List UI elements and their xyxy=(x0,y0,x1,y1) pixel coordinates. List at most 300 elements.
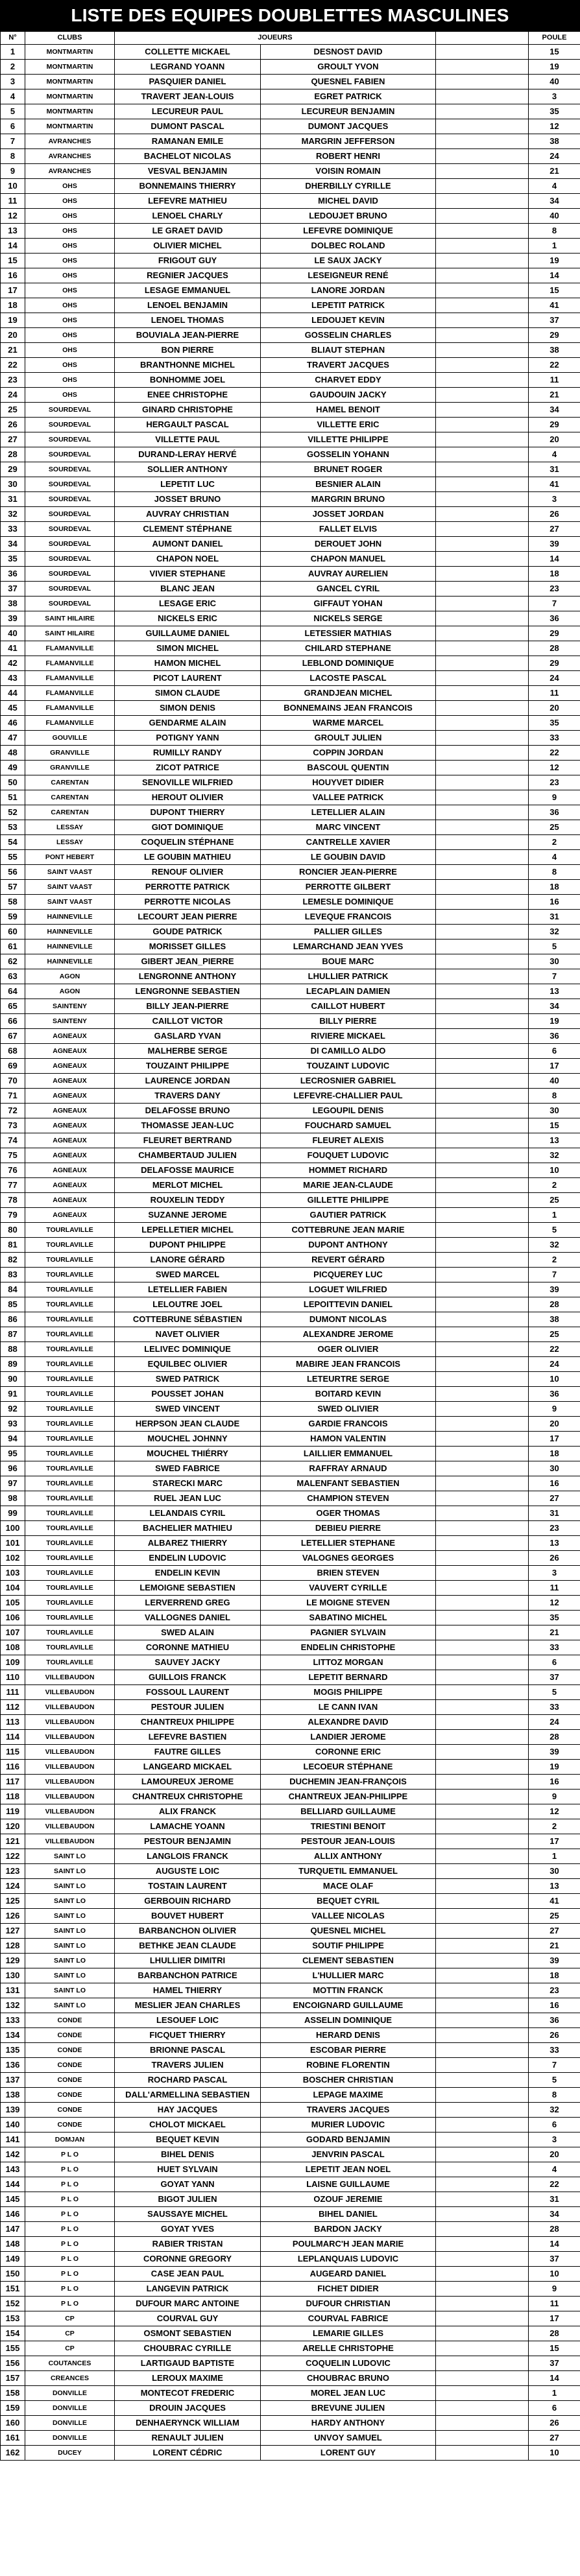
team-number: 96 xyxy=(1,1461,25,1476)
spacer xyxy=(436,194,529,209)
player-two: DESNOST DAVID xyxy=(261,45,436,60)
player-one: GUILLAUME DANIEL xyxy=(115,626,261,641)
player-two: CHARVET EDDY xyxy=(261,373,436,388)
player-two: FALLET ELVIS xyxy=(261,522,436,537)
pool-number: 8 xyxy=(529,865,580,880)
player-one: DUMONT PASCAL xyxy=(115,119,261,134)
spacer xyxy=(436,2356,529,2371)
player-two: CHAPON MANUEL xyxy=(261,552,436,567)
player-two: ROBERT HENRI xyxy=(261,149,436,164)
table-row xyxy=(1,1327,580,1342)
club-name: P L O xyxy=(25,2192,115,2207)
pool-number: 25 xyxy=(529,820,580,835)
player-two: MOTTIN FRANCK xyxy=(261,1983,436,1998)
pool-number: 21 xyxy=(529,1939,580,1954)
pool-number: 1 xyxy=(529,2386,580,2401)
player-one: BACHELOT NICOLAS xyxy=(115,149,261,164)
table-row xyxy=(1,954,580,969)
player-one: BOUVET HUBERT xyxy=(115,1909,261,1924)
pool-number: 29 xyxy=(529,418,580,432)
player-one: OSMONT SEBASTIEN xyxy=(115,2326,261,2341)
table-row xyxy=(1,880,580,895)
player-one: ENEE CHRISTOPHE xyxy=(115,388,261,403)
pool-number: 36 xyxy=(529,611,580,626)
pool-number: 21 xyxy=(529,1625,580,1640)
team-number: 144 xyxy=(1,2177,25,2192)
table-row xyxy=(1,2326,580,2341)
player-two: TURQUETIL EMMANUEL xyxy=(261,1864,436,1879)
club-name: FLAMANVILLE xyxy=(25,671,115,686)
spacer xyxy=(436,1834,529,1849)
player-one: DELAFOSSE MAURICE xyxy=(115,1163,261,1178)
team-number: 9 xyxy=(1,164,25,179)
player-one: BIGOT JULIEN xyxy=(115,2192,261,2207)
pool-number: 10 xyxy=(529,2267,580,2282)
pool-number: 3 xyxy=(529,1566,580,1581)
pool-number: 39 xyxy=(529,537,580,552)
spacer xyxy=(436,1551,529,1566)
table-row xyxy=(1,1223,580,1238)
spacer xyxy=(436,1983,529,1998)
table-row xyxy=(1,1640,580,1655)
player-two: AUVRAY AURELIEN xyxy=(261,567,436,582)
player-one: ENDELIN KEVIN xyxy=(115,1566,261,1581)
player-two: VOISIN ROMAIN xyxy=(261,164,436,179)
club-name: VILLEBAUDON xyxy=(25,1790,115,1804)
pool-number: 10 xyxy=(529,2446,580,2461)
pool-number: 29 xyxy=(529,656,580,671)
pool-number: 33 xyxy=(529,731,580,746)
club-name: SAINT VAAST xyxy=(25,880,115,895)
player-two: LOGUET WILFRIED xyxy=(261,1282,436,1297)
player-one: LELANDAIS CYRIL xyxy=(115,1506,261,1521)
club-name: TOURLAVILLE xyxy=(25,1625,115,1640)
club-name: SOURDEVAL xyxy=(25,597,115,611)
pool-number: 14 xyxy=(529,552,580,567)
player-one: ZICOT PATRICE xyxy=(115,761,261,775)
player-two: ALEXANDRE JEROME xyxy=(261,1327,436,1342)
player-two: AUGEARD DANIEL xyxy=(261,2267,436,2282)
player-one: SIMON CLAUDE xyxy=(115,686,261,701)
player-two: DUCHEMIN JEAN-FRANÇOIS xyxy=(261,1775,436,1790)
spacer xyxy=(436,1104,529,1118)
spacer xyxy=(436,805,529,820)
team-number: 74 xyxy=(1,1133,25,1148)
table-row xyxy=(1,1775,580,1790)
team-number: 92 xyxy=(1,1402,25,1417)
table-row xyxy=(1,1998,580,2013)
spacer xyxy=(436,358,529,373)
spacer xyxy=(436,1804,529,1819)
player-one: LEROUX MAXIME xyxy=(115,2371,261,2386)
pool-number: 27 xyxy=(529,1491,580,1506)
player-two: GANCEL CYRIL xyxy=(261,582,436,597)
spacer xyxy=(436,1476,529,1491)
spacer xyxy=(436,254,529,268)
player-two: WARME MARCEL xyxy=(261,716,436,731)
team-number: 73 xyxy=(1,1118,25,1133)
spacer xyxy=(436,2162,529,2177)
table-row xyxy=(1,716,580,731)
player-one: MONTECOT FREDERIC xyxy=(115,2386,261,2401)
club-name: AGNEAUX xyxy=(25,1178,115,1193)
team-number: 65 xyxy=(1,999,25,1014)
spacer xyxy=(436,2088,529,2103)
pool-number: 35 xyxy=(529,716,580,731)
player-two: MABIRE JEAN FRANCOIS xyxy=(261,1357,436,1372)
table-row xyxy=(1,1148,580,1163)
team-number: 151 xyxy=(1,2282,25,2297)
player-two: DOLBEC ROLAND xyxy=(261,239,436,254)
team-number: 75 xyxy=(1,1148,25,1163)
player-one: COURVAL GUY xyxy=(115,2311,261,2326)
player-two: CHAMPION STEVEN xyxy=(261,1491,436,1506)
team-number: 139 xyxy=(1,2103,25,2118)
spacer xyxy=(436,895,529,910)
player-one: LEGRAND YOANN xyxy=(115,60,261,75)
table-row xyxy=(1,2118,580,2133)
pool-number: 19 xyxy=(529,1014,580,1029)
team-number: 53 xyxy=(1,820,25,835)
spacer xyxy=(436,283,529,298)
player-one: CAILLOT VICTOR xyxy=(115,1014,261,1029)
club-name: SAINT LO xyxy=(25,1968,115,1983)
club-name: VILLEBAUDON xyxy=(25,1730,115,1745)
club-name: DONVILLE xyxy=(25,2386,115,2401)
table-row xyxy=(1,1968,580,1983)
team-number: 67 xyxy=(1,1029,25,1044)
spacer xyxy=(436,2043,529,2058)
spacer xyxy=(436,775,529,790)
player-one: DUFOUR MARC ANTOINE xyxy=(115,2297,261,2311)
club-name: SAINT LO xyxy=(25,1998,115,2013)
table-row xyxy=(1,1357,580,1372)
player-one: CHANTREUX CHRISTOPHE xyxy=(115,1790,261,1804)
club-name: CREANCES xyxy=(25,2371,115,2386)
team-number: 55 xyxy=(1,850,25,865)
player-two: PESTOUR JEAN-LOUIS xyxy=(261,1834,436,1849)
table-row xyxy=(1,1163,580,1178)
player-two: LEDOUJET KEVIN xyxy=(261,313,436,328)
player-one: LANGLOIS FRANCK xyxy=(115,1849,261,1864)
player-one: SIMON DENIS xyxy=(115,701,261,716)
team-number: 109 xyxy=(1,1655,25,1670)
club-name: VILLEBAUDON xyxy=(25,1834,115,1849)
table-row xyxy=(1,507,580,522)
player-one: LELOUTRE JOEL xyxy=(115,1297,261,1312)
player-one: OLIVIER MICHEL xyxy=(115,239,261,254)
team-number: 89 xyxy=(1,1357,25,1372)
table-row xyxy=(1,224,580,239)
spacer xyxy=(436,462,529,477)
table-row xyxy=(1,999,580,1014)
spacer xyxy=(436,761,529,775)
table-row xyxy=(1,1849,580,1864)
player-two: VALOGNES GEORGES xyxy=(261,1551,436,1566)
spacer xyxy=(436,1118,529,1133)
player-two: GODARD BENJAMIN xyxy=(261,2133,436,2147)
club-name: PONT HEBERT xyxy=(25,850,115,865)
spacer xyxy=(436,1327,529,1342)
team-number: 25 xyxy=(1,403,25,418)
team-number: 141 xyxy=(1,2133,25,2147)
spacer xyxy=(436,2013,529,2028)
team-number: 71 xyxy=(1,1089,25,1104)
pool-number: 24 xyxy=(529,149,580,164)
team-number: 78 xyxy=(1,1193,25,1208)
player-two: FOUQUET LUDOVIC xyxy=(261,1148,436,1163)
teams-table-body xyxy=(1,45,580,2461)
club-name: TOURLAVILLE xyxy=(25,1253,115,1268)
team-number: 135 xyxy=(1,2043,25,2058)
table-row xyxy=(1,2311,580,2326)
club-name: COUTANCES xyxy=(25,2356,115,2371)
table-row xyxy=(1,2252,580,2267)
player-two: LE CANN IVAN xyxy=(261,1700,436,1715)
club-name: CONDE xyxy=(25,2118,115,2133)
club-name: P L O xyxy=(25,2162,115,2177)
player-two: VALLEE NICOLAS xyxy=(261,1909,436,1924)
pool-number: 37 xyxy=(529,1670,580,1685)
table-row xyxy=(1,1760,580,1775)
spacer xyxy=(436,1566,529,1581)
team-number: 29 xyxy=(1,462,25,477)
table-row xyxy=(1,2133,580,2147)
pool-number: 37 xyxy=(529,313,580,328)
table-row xyxy=(1,597,580,611)
spacer xyxy=(436,2446,529,2461)
player-two: MOREL JEAN LUC xyxy=(261,2386,436,2401)
club-name: HAINNEVILLE xyxy=(25,954,115,969)
club-name: SAINT LO xyxy=(25,1909,115,1924)
table-row xyxy=(1,537,580,552)
team-number: 6 xyxy=(1,119,25,134)
player-two: DHERBILLY CYRILLE xyxy=(261,179,436,194)
pool-number: 16 xyxy=(529,895,580,910)
player-two: LEMESLE DOMINIQUE xyxy=(261,895,436,910)
spacer xyxy=(436,388,529,403)
pool-number: 7 xyxy=(529,597,580,611)
spacer xyxy=(436,2267,529,2282)
club-name: P L O xyxy=(25,2207,115,2222)
club-name: OHS xyxy=(25,179,115,194)
player-two: MALENFANT SEBASTIEN xyxy=(261,1476,436,1491)
pool-number: 10 xyxy=(529,1372,580,1387)
club-name: CONDE xyxy=(25,2028,115,2043)
club-name: OHS xyxy=(25,328,115,343)
table-row xyxy=(1,1461,580,1476)
team-number: 137 xyxy=(1,2073,25,2088)
player-two: CORONNE ERIC xyxy=(261,1745,436,1760)
club-name: TOURLAVILLE xyxy=(25,1447,115,1461)
team-number: 64 xyxy=(1,984,25,999)
player-one: MESLIER JEAN CHARLES xyxy=(115,1998,261,2013)
team-number: 46 xyxy=(1,716,25,731)
pool-number: 24 xyxy=(529,671,580,686)
club-name: SOURDEVAL xyxy=(25,477,115,492)
team-number: 158 xyxy=(1,2386,25,2401)
spacer xyxy=(436,2118,529,2133)
club-name: AGNEAUX xyxy=(25,1044,115,1059)
spacer xyxy=(436,2416,529,2431)
player-one: THOMASSE JEAN-LUC xyxy=(115,1118,261,1133)
team-number: 147 xyxy=(1,2222,25,2237)
pool-number: 20 xyxy=(529,2147,580,2162)
player-one: DURAND-LERAY HERVÉ xyxy=(115,447,261,462)
player-one: GOYAT YANN xyxy=(115,2177,261,2192)
player-one: LENGRONNE SEBASTIEN xyxy=(115,984,261,999)
team-number: 83 xyxy=(1,1268,25,1282)
player-one: LECOURT JEAN PIERRE xyxy=(115,910,261,925)
pool-number: 10 xyxy=(529,1163,580,1178)
pool-number: 9 xyxy=(529,1790,580,1804)
pool-number: 25 xyxy=(529,1327,580,1342)
team-number: 58 xyxy=(1,895,25,910)
player-one: LE GOUBIN MATHIEU xyxy=(115,850,261,865)
spacer xyxy=(436,597,529,611)
player-two: LANDIER JEROME xyxy=(261,1730,436,1745)
player-one: ALBAREZ THIERRY xyxy=(115,1536,261,1551)
pool-number: 34 xyxy=(529,194,580,209)
club-name: CONDE xyxy=(25,2013,115,2028)
pool-number: 2 xyxy=(529,1178,580,1193)
player-two: LEPETIT BERNARD xyxy=(261,1670,436,1685)
team-number: 160 xyxy=(1,2416,25,2431)
table-row xyxy=(1,75,580,89)
table-row xyxy=(1,1536,580,1551)
table-row xyxy=(1,2237,580,2252)
pool-number: 26 xyxy=(529,2028,580,2043)
club-name: OHS xyxy=(25,313,115,328)
player-two: LEPOITTEVIN DANIEL xyxy=(261,1297,436,1312)
team-number: 102 xyxy=(1,1551,25,1566)
player-one: CLEMENT STÉPHANE xyxy=(115,522,261,537)
player-one: BOUVIALA JEAN-PIERRE xyxy=(115,328,261,343)
player-two: LEPAGE MAXIME xyxy=(261,2088,436,2103)
player-two: VALLEE PATRICK xyxy=(261,790,436,805)
player-two: CHOUBRAC BRUNO xyxy=(261,2371,436,2386)
player-one: CORONNE MATHIEU xyxy=(115,1640,261,1655)
spacer xyxy=(436,1715,529,1730)
pool-number: 36 xyxy=(529,1029,580,1044)
pool-number: 6 xyxy=(529,2401,580,2416)
spacer xyxy=(436,224,529,239)
table-row xyxy=(1,1074,580,1089)
spacer xyxy=(436,1282,529,1297)
pool-number: 22 xyxy=(529,746,580,761)
player-two: LETESSIER MATHIAS xyxy=(261,626,436,641)
club-name: MONTMARTIN xyxy=(25,60,115,75)
table-row xyxy=(1,104,580,119)
table-row xyxy=(1,2297,580,2311)
table-row xyxy=(1,2416,580,2431)
player-one: LANGEARD MICKAEL xyxy=(115,1760,261,1775)
player-two: PERROTTE GILBERT xyxy=(261,880,436,895)
table-row xyxy=(1,1834,580,1849)
player-two: REVERT GÉRARD xyxy=(261,1253,436,1268)
spacer xyxy=(436,626,529,641)
team-number: 11 xyxy=(1,194,25,209)
pool-number: 39 xyxy=(529,1954,580,1968)
pool-number: 40 xyxy=(529,209,580,224)
club-name: TOURLAVILLE xyxy=(25,1506,115,1521)
team-number: 37 xyxy=(1,582,25,597)
header-number: N° xyxy=(1,32,25,45)
team-number: 45 xyxy=(1,701,25,716)
player-one: TRAVERS DANY xyxy=(115,1089,261,1104)
spacer xyxy=(436,835,529,850)
player-one: ROCHARD PASCAL xyxy=(115,2073,261,2088)
pool-number: 28 xyxy=(529,1297,580,1312)
spacer xyxy=(436,2341,529,2356)
pool-number: 16 xyxy=(529,1775,580,1790)
player-two: GOSSELIN CHARLES xyxy=(261,328,436,343)
pool-number: 17 xyxy=(529,1059,580,1074)
table-row xyxy=(1,984,580,999)
table-row xyxy=(1,567,580,582)
spacer xyxy=(436,537,529,552)
player-two: LETELLIER ALAIN xyxy=(261,805,436,820)
player-one: TRAVERT JEAN-LOUIS xyxy=(115,89,261,104)
player-one: MOUCHEL JOHNNY xyxy=(115,1432,261,1447)
team-number: 108 xyxy=(1,1640,25,1655)
spacer xyxy=(436,104,529,119)
team-number: 149 xyxy=(1,2252,25,2267)
player-two: LEFEVRE DOMINIQUE xyxy=(261,224,436,239)
player-one: LELIVEC DOMINIQUE xyxy=(115,1342,261,1357)
spacer xyxy=(436,2028,529,2043)
table-row xyxy=(1,2162,580,2177)
team-number: 19 xyxy=(1,313,25,328)
pool-number: 1 xyxy=(529,1849,580,1864)
club-name: AGNEAUX xyxy=(25,1118,115,1133)
player-two: RONCIER JEAN-PIERRE xyxy=(261,865,436,880)
player-one: BRANTHONNE MICHEL xyxy=(115,358,261,373)
player-two: LANORE JORDAN xyxy=(261,283,436,298)
player-one: AUGUSTE LOIC xyxy=(115,1864,261,1879)
team-number: 72 xyxy=(1,1104,25,1118)
pool-number: 1 xyxy=(529,239,580,254)
player-two: HOUYVET DIDIER xyxy=(261,775,436,790)
spacer xyxy=(436,477,529,492)
player-two: BRUNET ROGER xyxy=(261,462,436,477)
player-two: BOITARD KEVIN xyxy=(261,1387,436,1402)
spacer xyxy=(436,2326,529,2341)
pool-number: 3 xyxy=(529,492,580,507)
pool-number: 37 xyxy=(529,2356,580,2371)
team-number: 121 xyxy=(1,1834,25,1849)
player-one: DUPONT THIERRY xyxy=(115,805,261,820)
pool-number: 13 xyxy=(529,984,580,999)
pool-number: 39 xyxy=(529,1282,580,1297)
table-row xyxy=(1,2073,580,2088)
team-number: 116 xyxy=(1,1760,25,1775)
club-name: VILLEBAUDON xyxy=(25,1700,115,1715)
club-name: SAINT LO xyxy=(25,1849,115,1864)
table-row xyxy=(1,1312,580,1327)
team-number: 107 xyxy=(1,1625,25,1640)
player-two: LACOSTE PASCAL xyxy=(261,671,436,686)
spacer xyxy=(436,343,529,358)
player-two: CHANTREUX JEAN-PHILIPPE xyxy=(261,1790,436,1804)
club-name: TOURLAVILLE xyxy=(25,1521,115,1536)
player-two: BARDON JACKY xyxy=(261,2222,436,2237)
team-number: 133 xyxy=(1,2013,25,2028)
player-two: MARC VINCENT xyxy=(261,820,436,835)
club-name: SOURDEVAL xyxy=(25,552,115,567)
team-number: 33 xyxy=(1,522,25,537)
table-row xyxy=(1,1476,580,1491)
